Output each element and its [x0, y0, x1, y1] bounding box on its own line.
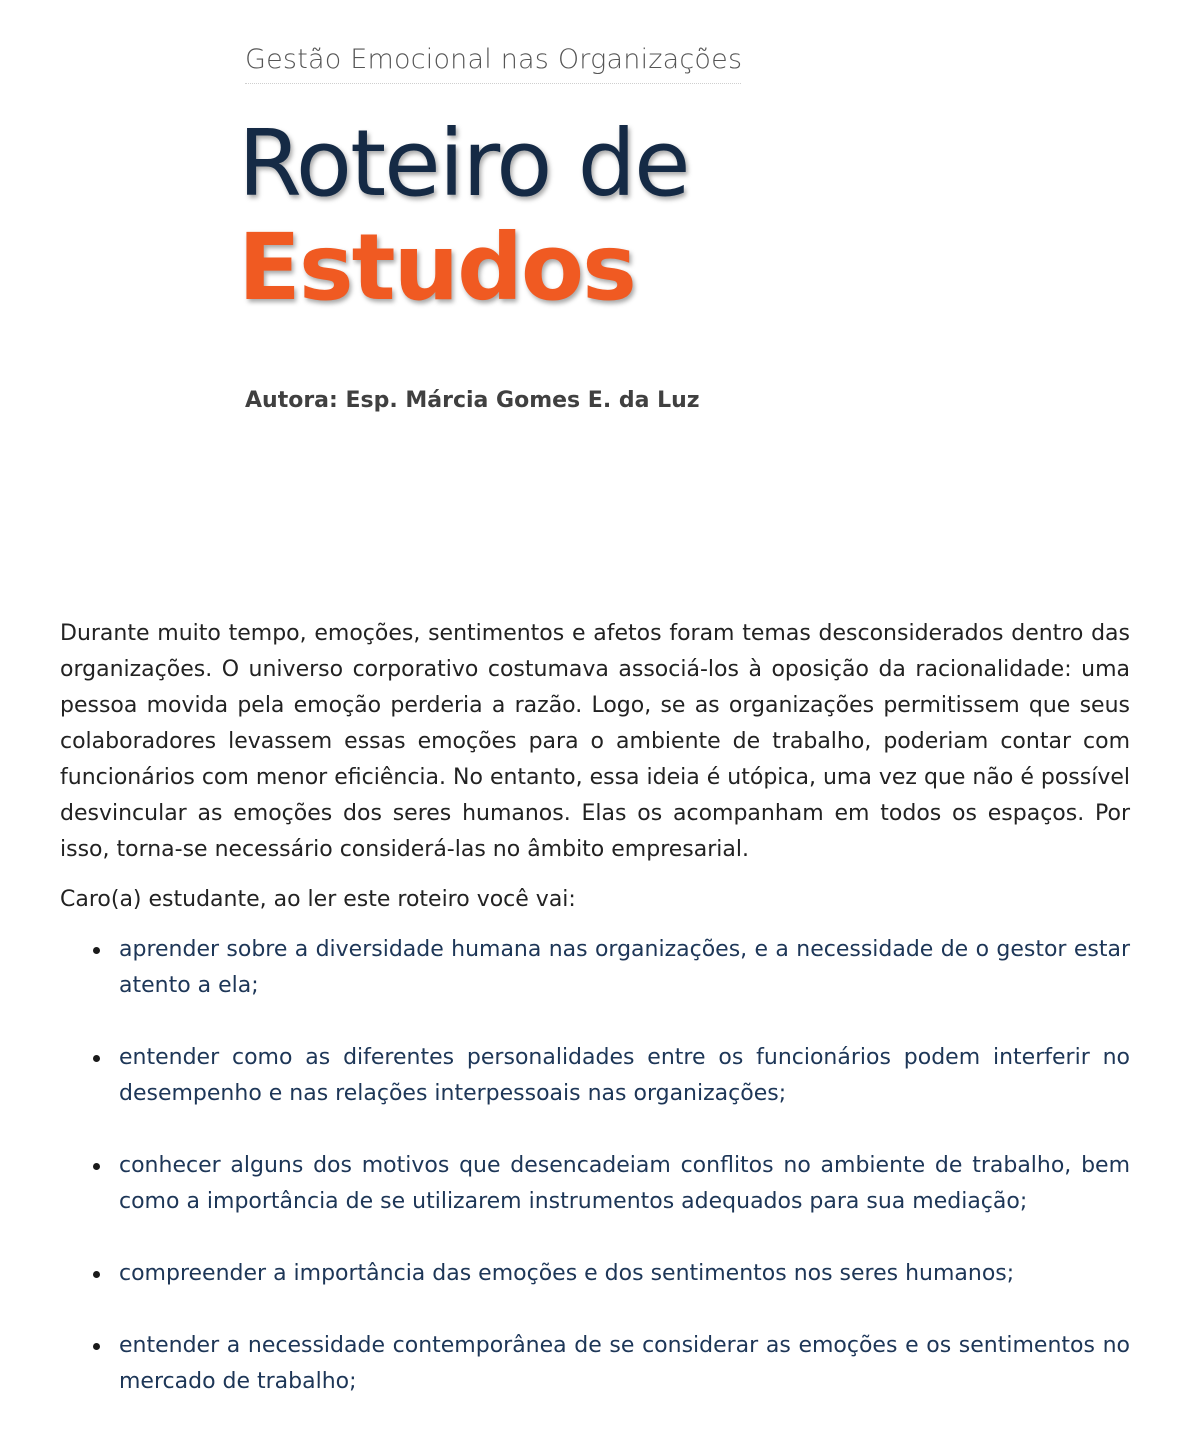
- objective-item: [119, 1256, 1130, 1292]
- objective-item: [119, 932, 1130, 1004]
- objective-text: conhecer alguns dos motivos que desencadeiam conflitos no ambiente de trabalho, bem como a importância de se utilizarem instrumentos adequados para sua mediação;: [119, 1153, 1130, 1214]
- bullet-icon: [93, 1271, 100, 1278]
- bullet-icon: [93, 947, 100, 954]
- objective-item: [119, 1148, 1130, 1220]
- objective-text: compreender a importância das emoções e dos sentimentos nos seres humanos;: [119, 1261, 1015, 1286]
- bullet-icon: [93, 1343, 100, 1350]
- objective-item: [119, 1040, 1130, 1112]
- objective-text: entender como as diferentes personalidades entre os funcionários podem interferir no desempenho e nas relações interpessoais nas organizações;: [119, 1045, 1130, 1106]
- intro-paragraph: Durante muito tempo, emoções, sentimentos e afetos foram temas desconsiderados dentro das organizações. O universo corporativo costumava associá-los à oposição da racionalidade: uma pessoa movida pela emoção perderia a razão. Logo, se as organizações permitissem que seus colaboradores levassem essas emoções para o ambiente de trabalho, poderiam contar com funcionários com menor eficiência. No entanto, essa ideia é utópica, uma vez que não é possível desvincular as emoções dos seres humanos. Elas os acompanham em todos os espaços. Por isso, torna-se necessário considerá-las no âmbito empresarial.: [60, 621, 1130, 862]
- page-title: [238, 112, 689, 320]
- bullet-icon: [93, 1055, 100, 1062]
- objective-text: aprender sobre a diversidade humana nas organizações, e a necessidade de o gestor estar atento a ela;: [119, 937, 1130, 998]
- bullet-icon: [93, 1163, 100, 1170]
- main-content: [60, 616, 1130, 1436]
- objectives-lead: Caro(a) estudante, ao ler este roteiro você vai:: [60, 887, 576, 912]
- objective-item: [119, 1328, 1130, 1400]
- course-title: Gestão Emocional nas Organizações: [245, 44, 741, 84]
- author-credit: Autora: Esp. Márcia Gomes E. da Luz: [245, 388, 700, 413]
- title-line-roteiro: Roteiro de: [238, 110, 689, 217]
- objective-text: entender a necessidade contemporânea de se considerar as emoções e os sentimentos no mercado de trabalho;: [119, 1333, 1130, 1394]
- objectives-list: [60, 932, 1130, 1400]
- title-line-estudos: Estudos: [238, 214, 635, 321]
